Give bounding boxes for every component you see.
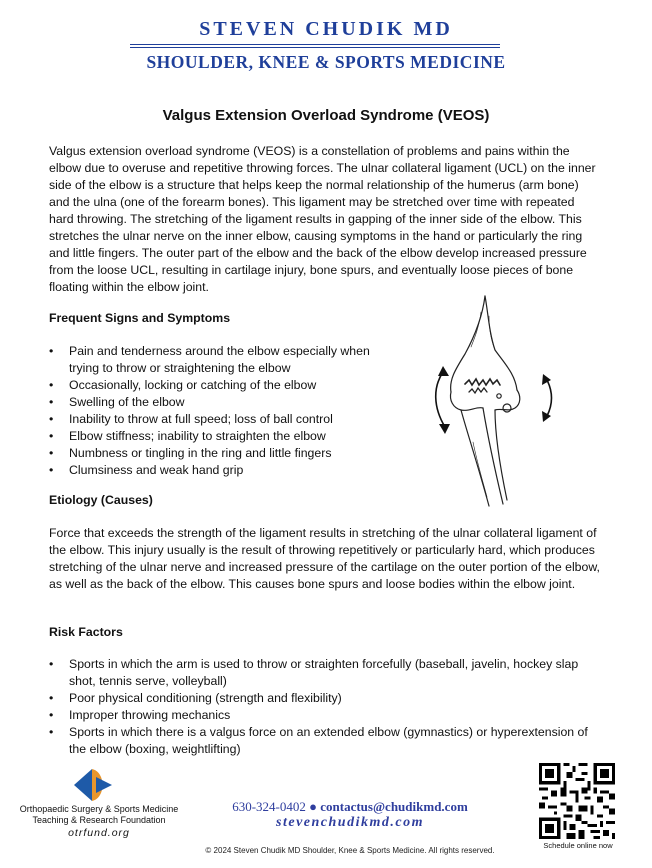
list-item: • Sports in which the arm is used to throw or straighten forcefully (baseball, javelin, hockey slap shot, tennis serve, volleyball) bbox=[49, 656, 601, 690]
phone-number[interactable]: 630-324-0402 bbox=[232, 799, 306, 814]
list-item: • Clumsiness and weak hand grip bbox=[49, 462, 389, 479]
foundation-name bbox=[10, 804, 188, 826]
list-item: • Elbow stiffness; inability to straighten the elbow bbox=[49, 428, 389, 445]
foundation-line2: Teaching & Research Foundation bbox=[32, 815, 166, 825]
signs-heading: Frequent Signs and Symptoms bbox=[49, 311, 231, 325]
list-item: • Pain and tenderness around the elbow especially when trying to throw or straightening the elbow bbox=[49, 343, 389, 377]
foundation-line1: Orthopaedic Surgery & Sports Medicine bbox=[19, 804, 179, 814]
qr-code-icon[interactable] bbox=[539, 763, 615, 839]
list-item: • Inability to throw at full speed; loss of ball control bbox=[49, 411, 389, 428]
header-rule-top bbox=[130, 44, 500, 45]
list-item: • Poor physical conditioning (strength and flexibility) bbox=[49, 690, 601, 707]
list-item: • Improper throwing mechanics bbox=[49, 707, 601, 724]
practice-name: STEVEN CHUDIK MD bbox=[199, 18, 453, 40]
etiology-heading: Etiology (Causes) bbox=[49, 493, 153, 507]
list-item: • Sports in which there is a valgus force on an extended elbow (gymnastics) or hyperextension of the elbow (boxing, weightlifting) bbox=[49, 724, 601, 758]
list-item: • Numbness or tingling in the ring and little fingers bbox=[49, 445, 389, 462]
intro-paragraph: Valgus extension overload syndrome (VEOS) is a constellation of problems and pains within the elbow due to overuse and repetitive throwing forces. The ulnar collateral ligament (UCL) on the inner side of the elbow is a structure that helps keep the normal relationship of the humerus (arm bone) and the ulna (one of the forearm bones). This ligament may be stretched over time with repeated hard throwing. The stretching of the ligament results in gapping of the inner side of the elbow. This stretches the ulnar nerve on the inner elbow, causing symptoms in the hand or particularly the ring and little fingers. The outer part of the elbow and the back of the elbow develop increased pressure from the loose UCL, resulting in cartilage injury, bone spurs, and eventually loose pieces of bone floating within the elbow joint. bbox=[49, 144, 596, 294]
etiology-paragraph: Force that exceeds the strength of the ligament results in stretching of the ulnar collateral ligament of the elbow. This injury usually is the result of throwing repetitively or particularly hard, which produces stretching of the ulnar nerve and increased pressure of the cartilage on the outer portion of the elbow, as well as the back of the elbow. This causes bone spurs and loose bodies within the elbow joint. bbox=[49, 526, 600, 591]
copyright-notice: © 2024 Steven Chudik MD Shoulder, Knee & Sports Medicine. All rights reserved. bbox=[205, 846, 495, 855]
header-rule-bottom bbox=[130, 47, 500, 48]
email-link[interactable]: contactus@chudikmd.com bbox=[320, 799, 468, 814]
practice-subtitle: SHOULDER, KNEE & SPORTS MEDICINE bbox=[146, 52, 506, 72]
list-item: • Swelling of the elbow bbox=[49, 394, 389, 411]
separator-dot: ● bbox=[309, 799, 317, 814]
risk-heading: Risk Factors bbox=[49, 625, 123, 639]
document-title: Valgus Extension Overload Syndrome (VEOS) bbox=[162, 107, 490, 124]
foundation-logo-icon bbox=[72, 768, 118, 802]
contact-line bbox=[210, 799, 490, 815]
signs-list bbox=[49, 343, 389, 479]
foundation-website[interactable]: otrfund.org bbox=[68, 827, 130, 839]
elbow-illustration bbox=[425, 292, 565, 510]
list-item: • Occasionally, locking or catching of the elbow bbox=[49, 377, 389, 394]
qr-caption: Schedule online now bbox=[543, 841, 613, 850]
risk-list bbox=[49, 656, 601, 758]
practice-website[interactable]: stevenchudikmd.com bbox=[276, 815, 424, 830]
